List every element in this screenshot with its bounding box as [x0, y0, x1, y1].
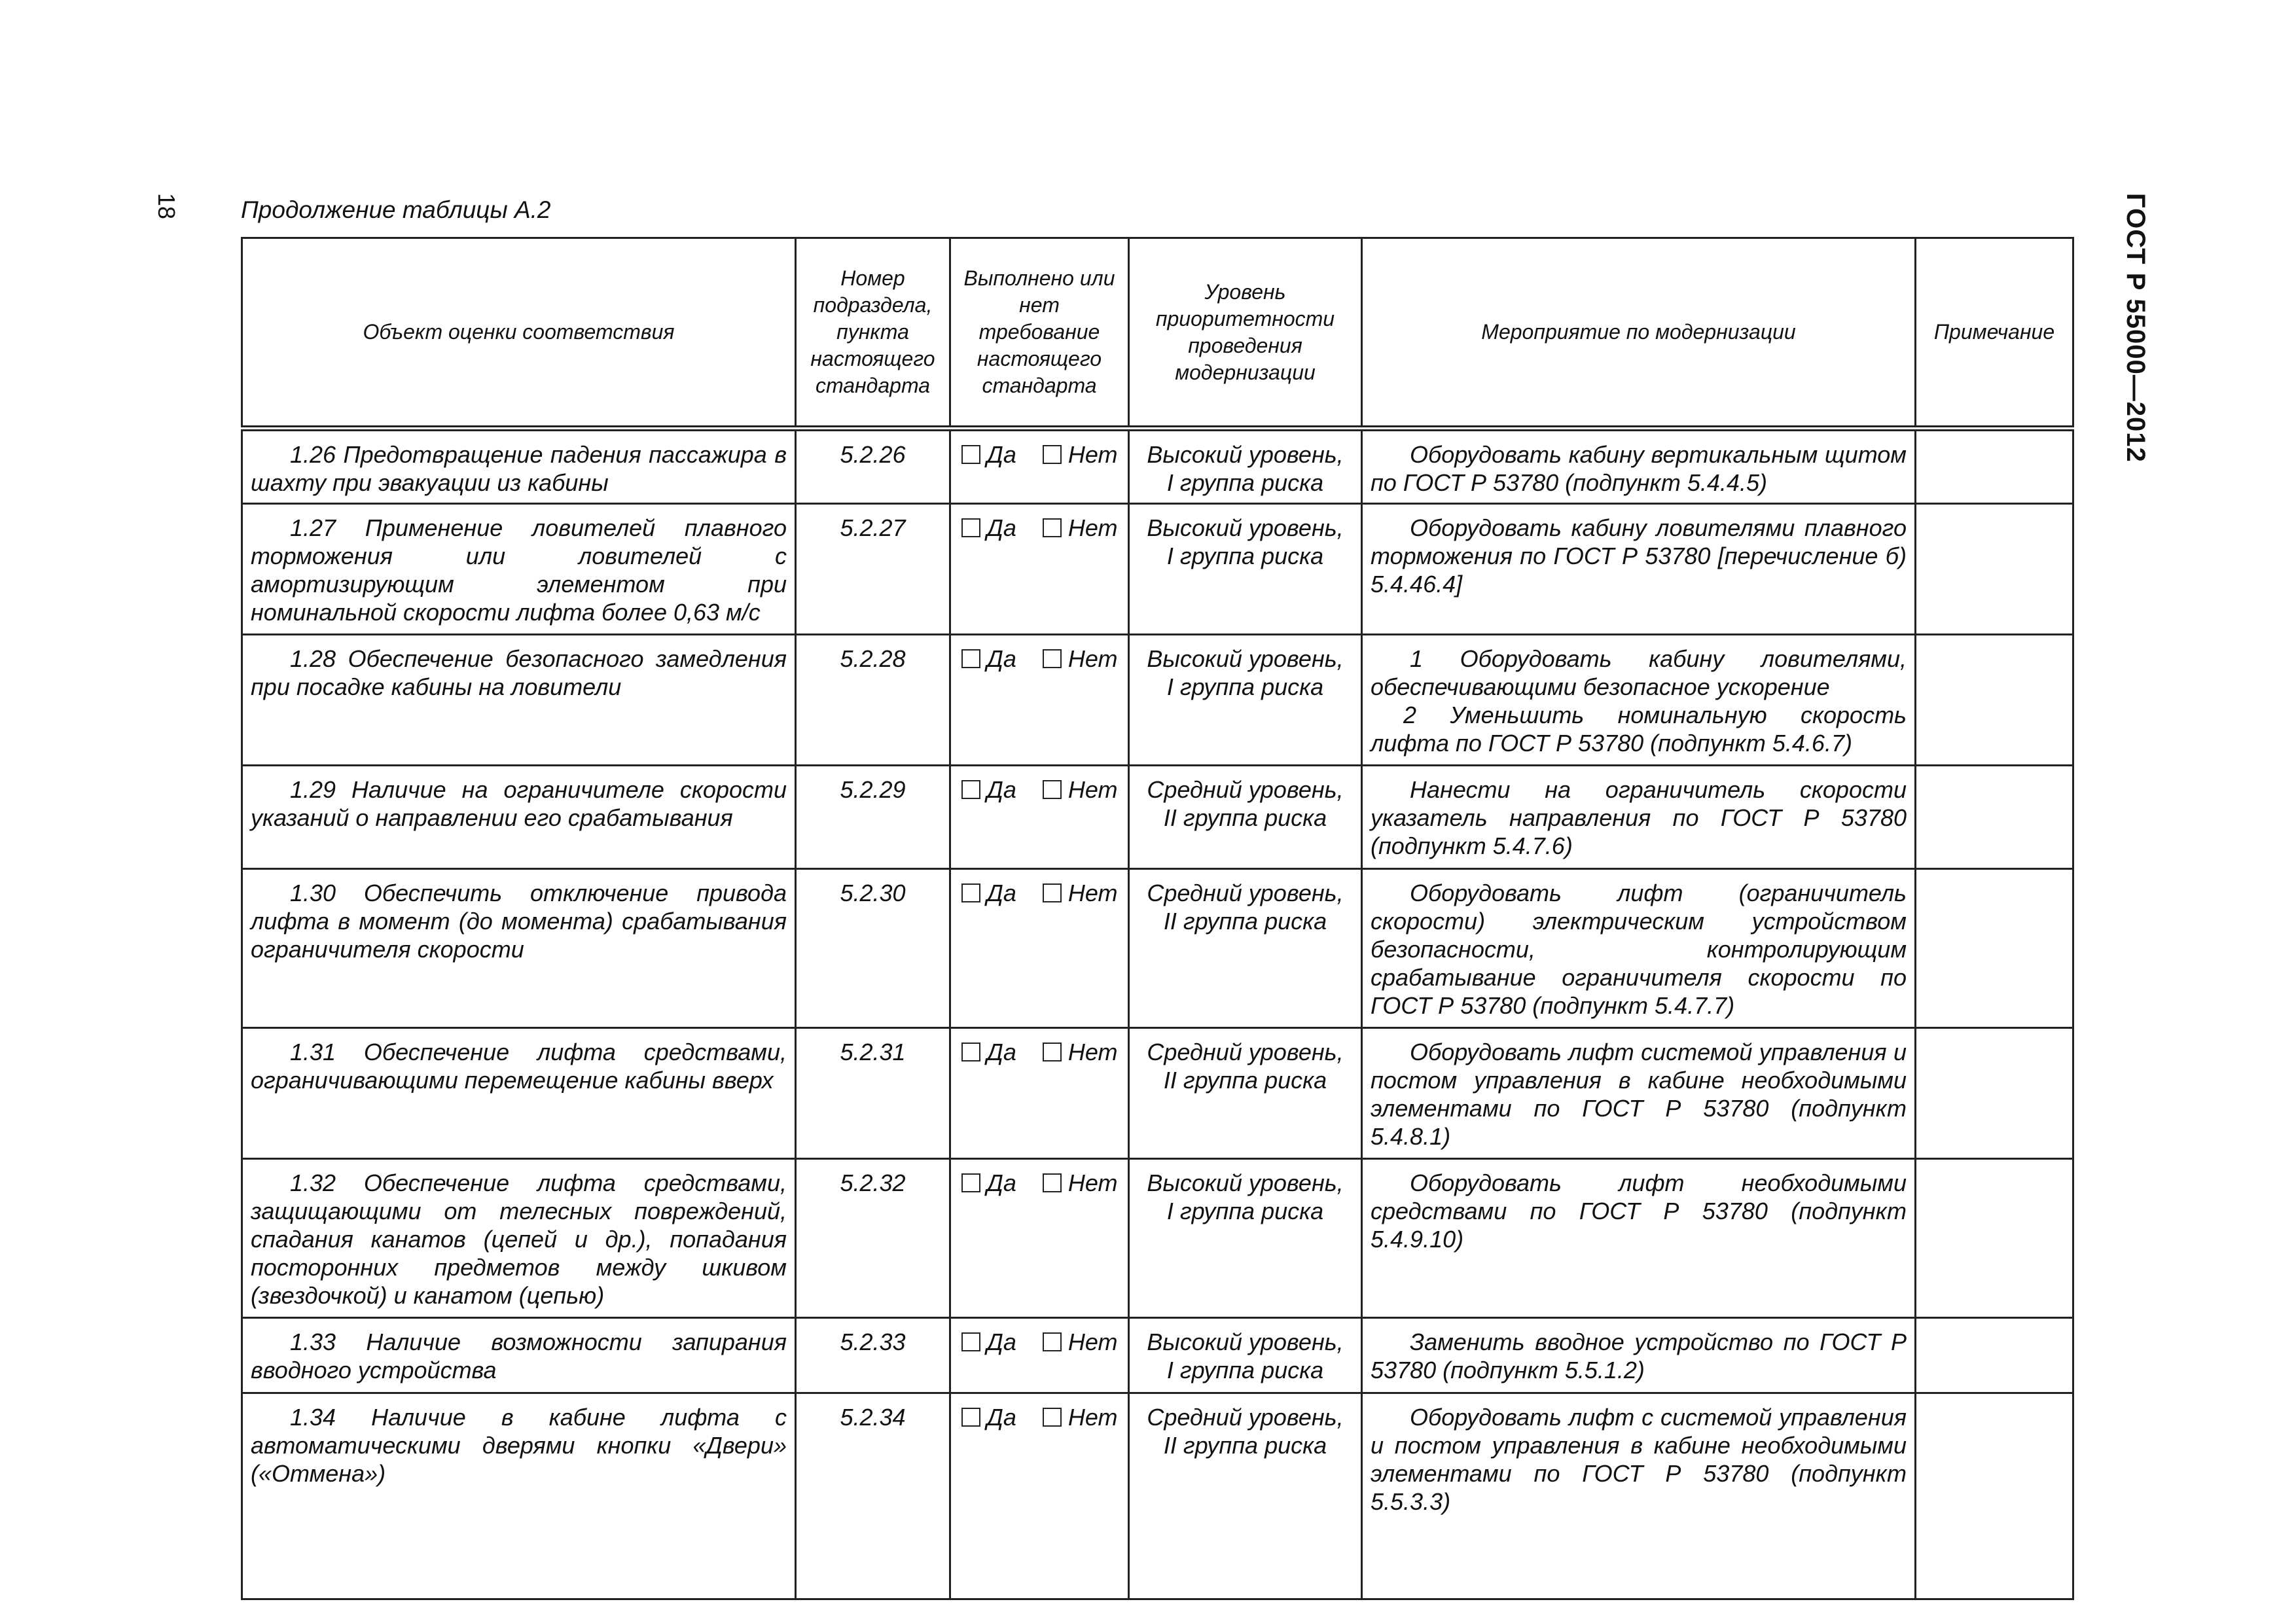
priority-level: Высокий уровень,	[1147, 441, 1344, 468]
object-text: 1.34 Наличие в кабине лифта с автоматическими дверями кнопки «Двери» («Отмена»)	[251, 1404, 787, 1487]
priority-level-cell	[1129, 635, 1362, 766]
yes-label: Да	[986, 514, 1016, 541]
note-cell	[1916, 766, 2073, 869]
no-checkbox[interactable]	[1043, 1173, 1062, 1192]
note-cell	[1916, 869, 2073, 1028]
header-note: Примечание	[1916, 238, 2073, 429]
no-option[interactable]	[1043, 440, 1118, 469]
yes-checkbox[interactable]	[961, 1043, 980, 1061]
yes-label: Да	[986, 1039, 1016, 1065]
yes-label: Да	[986, 441, 1016, 468]
yes-checkbox[interactable]	[961, 1332, 980, 1351]
action-cell	[1362, 1159, 1916, 1318]
clause-number: 5.2.28	[796, 635, 950, 766]
yes-option[interactable]	[961, 1038, 1016, 1066]
table-body	[242, 429, 2073, 1599]
yes-checkbox[interactable]	[961, 780, 980, 799]
risk-group: I группа риска	[1166, 1198, 1324, 1224]
note-cell	[1916, 429, 2073, 504]
header-object: Объект оценки соответствия	[242, 238, 796, 429]
action-text: Оборудовать лифт с системой управления и постом управления в кабине необходимыми элементами по ГОСТ Р 53780 (подпункт 5.5.3.3)	[1371, 1404, 1907, 1515]
object-cell	[242, 869, 796, 1028]
yes-option[interactable]	[961, 440, 1016, 469]
no-option[interactable]	[1043, 514, 1118, 542]
priority-level-cell	[1129, 1393, 1362, 1599]
no-checkbox[interactable]	[1043, 1332, 1062, 1351]
no-label: Нет	[1067, 1169, 1118, 1196]
note-cell	[1916, 1159, 2073, 1318]
table-row	[242, 1318, 2073, 1393]
clause-number: 5.2.34	[796, 1393, 950, 1599]
action-cell	[1362, 1028, 1916, 1159]
priority-level-cell	[1129, 429, 1362, 504]
clause-number: 5.2.33	[796, 1318, 950, 1393]
risk-group: II группа риска	[1163, 1432, 1327, 1459]
header-number: Номер подраздела, пункта настоящего стандарта	[796, 238, 950, 429]
object-text: 1.31 Обеспечение лифта средствами, ограничивающими перемещение кабины вверх	[251, 1039, 787, 1094]
note-cell	[1916, 1028, 2073, 1159]
priority-level-cell	[1129, 869, 1362, 1028]
table-row	[242, 869, 2073, 1028]
yes-no-cell	[950, 504, 1129, 635]
yes-label: Да	[986, 1169, 1016, 1196]
yes-no-cell	[950, 1159, 1129, 1318]
table-row	[242, 1028, 2073, 1159]
object-cell	[242, 1318, 796, 1393]
no-label: Нет	[1067, 645, 1118, 672]
clause-number: 5.2.29	[796, 766, 950, 869]
object-cell	[242, 504, 796, 635]
priority-level-cell	[1129, 1318, 1362, 1393]
clause-number: 5.2.30	[796, 869, 950, 1028]
action-text: Оборудовать лифт системой управления и постом управления в кабине необходимыми элементами по ГОСТ Р 53780 (подпункт 5.4.8.1)	[1371, 1039, 1907, 1150]
priority-level-cell	[1129, 504, 1362, 635]
yes-label: Да	[986, 776, 1016, 803]
risk-group: I группа риска	[1166, 543, 1324, 569]
priority-level: Высокий уровень,	[1147, 645, 1344, 672]
yes-checkbox[interactable]	[961, 445, 980, 464]
yes-no-cell	[950, 766, 1129, 869]
no-option[interactable]	[1043, 1328, 1118, 1356]
no-label: Нет	[1067, 1039, 1118, 1065]
no-checkbox[interactable]	[1043, 1408, 1062, 1427]
document-code: ГОСТ Р 55000—2012	[2121, 193, 2150, 463]
note-cell	[1916, 1318, 2073, 1393]
table-row	[242, 766, 2073, 869]
action-cell	[1362, 1393, 1916, 1599]
risk-group: II группа риска	[1163, 1067, 1327, 1094]
action-text: 1 Оборудовать кабину ловителями, обеспечивающими безопасное ускорение	[1371, 645, 1907, 700]
object-cell	[242, 766, 796, 869]
no-checkbox[interactable]	[1043, 518, 1062, 537]
yes-label: Да	[986, 1329, 1016, 1355]
object-cell	[242, 429, 796, 504]
yes-option[interactable]	[961, 1328, 1016, 1356]
object-cell	[242, 1159, 796, 1318]
priority-level: Средний уровень,	[1147, 1404, 1344, 1431]
priority-level: Высокий уровень,	[1147, 1329, 1344, 1355]
no-label: Нет	[1067, 441, 1118, 468]
no-option[interactable]	[1043, 776, 1118, 804]
no-label: Нет	[1067, 880, 1118, 906]
yes-no-cell	[950, 869, 1129, 1028]
action-cell	[1362, 1318, 1916, 1393]
page-number: 18	[153, 193, 180, 220]
yes-option[interactable]	[961, 1169, 1016, 1197]
table-row	[242, 1159, 2073, 1318]
object-text: 1.26 Предотвращение падения пассажира в шахту при эвакуации из кабины	[251, 441, 787, 496]
yes-option[interactable]	[961, 879, 1016, 907]
risk-group: II группа риска	[1163, 804, 1327, 831]
yes-label: Да	[986, 645, 1016, 672]
no-checkbox[interactable]	[1043, 1043, 1062, 1061]
no-label: Нет	[1067, 514, 1118, 541]
yes-checkbox[interactable]	[961, 1408, 980, 1427]
priority-level: Средний уровень,	[1147, 880, 1344, 906]
object-text: 1.27 Применение ловителей плавного торможения или ловителей с амортизирующим элементом при номинальной скорости лифта более 0,63 м/с	[251, 514, 787, 626]
no-label: Нет	[1067, 776, 1118, 803]
yes-option[interactable]	[961, 1403, 1016, 1431]
note-cell	[1916, 635, 2073, 766]
header-level: Уровень приоритетности проведения модернизации	[1129, 238, 1362, 429]
action-text: Оборудовать лифт необходимыми средствами по ГОСТ Р 53780 (подпункт 5.4.9.10)	[1371, 1169, 1907, 1253]
object-cell	[242, 635, 796, 766]
risk-group: I группа риска	[1166, 673, 1324, 700]
action-text: Оборудовать кабину вертикальным щитом по ГОСТ Р 53780 (подпункт 5.4.4.5)	[1371, 441, 1907, 496]
object-text: 1.29 Наличие на ограничителе скорости указаний о направлении его срабатывания	[251, 776, 787, 831]
yes-label: Да	[986, 1404, 1016, 1431]
table-header-row	[242, 238, 2073, 429]
action-cell	[1362, 635, 1916, 766]
yes-label: Да	[986, 880, 1016, 906]
no-label: Нет	[1067, 1404, 1118, 1431]
table-row	[242, 635, 2073, 766]
action-cell	[1362, 504, 1916, 635]
yes-checkbox[interactable]	[961, 883, 980, 902]
object-cell	[242, 1028, 796, 1159]
priority-level: Средний уровень,	[1147, 1039, 1344, 1065]
risk-group: I группа риска	[1166, 469, 1324, 496]
action-text: Заменить вводное устройство по ГОСТ Р 53780 (подпункт 5.5.1.2)	[1371, 1329, 1907, 1383]
no-checkbox[interactable]	[1043, 883, 1062, 902]
yes-option[interactable]	[961, 776, 1016, 804]
action-text: Нанести на ограничитель скорости указатель направления по ГОСТ Р 53780 (подпункт 5.4.7.6)	[1371, 776, 1907, 859]
priority-level-cell	[1129, 1028, 1362, 1159]
object-text: 1.33 Наличие возможности запирания вводного устройства	[251, 1329, 787, 1383]
priority-level-cell	[1129, 1159, 1362, 1318]
action-cell	[1362, 766, 1916, 869]
table-row	[242, 1393, 2073, 1599]
yes-option[interactable]	[961, 645, 1016, 673]
no-option[interactable]	[1043, 879, 1118, 907]
action-cell	[1362, 429, 1916, 504]
clause-number: 5.2.27	[796, 504, 950, 635]
yes-no-cell	[950, 635, 1129, 766]
yes-no-cell	[950, 1318, 1129, 1393]
risk-group: II группа риска	[1163, 908, 1327, 935]
no-label: Нет	[1067, 1329, 1118, 1355]
note-cell	[1916, 1393, 2073, 1599]
no-checkbox[interactable]	[1043, 649, 1062, 668]
priority-level: Высокий уровень,	[1147, 514, 1344, 541]
object-text: 1.30 Обеспечить отключение привода лифта в момент (до момента) срабатывания ограничителя скорости	[251, 880, 787, 963]
no-checkbox[interactable]	[1043, 445, 1062, 464]
no-option[interactable]	[1043, 1169, 1118, 1197]
note-cell	[1916, 504, 2073, 635]
object-text: 1.28 Обеспечение безопасного замедления при посадке кабины на ловители	[251, 645, 787, 700]
header-done: Выполнено или нет требование настоящего стандарта	[950, 238, 1129, 429]
object-cell	[242, 1393, 796, 1599]
no-option[interactable]	[1043, 645, 1118, 673]
action-text: Оборудовать кабину ловителями плавного торможения по ГОСТ Р 53780 [перечисление б) 5.4.46.4]	[1371, 514, 1907, 597]
priority-level-cell	[1129, 766, 1362, 869]
yes-no-cell	[950, 1393, 1129, 1599]
priority-level: Средний уровень,	[1147, 776, 1344, 803]
yes-no-cell	[950, 1028, 1129, 1159]
clause-number: 5.2.32	[796, 1159, 950, 1318]
header-action: Мероприятие по модернизации	[1362, 238, 1916, 429]
requirements-table	[241, 237, 2074, 1600]
action-text-2: 2 Уменьшить номинальную скорость лифта по ГОСТ Р 53780 (подпункт 5.4.6.7)	[1371, 702, 1907, 757]
table-row	[242, 504, 2073, 635]
no-checkbox[interactable]	[1043, 780, 1062, 799]
clause-number: 5.2.26	[796, 429, 950, 504]
clause-number: 5.2.31	[796, 1028, 950, 1159]
yes-checkbox[interactable]	[961, 649, 980, 668]
no-option[interactable]	[1043, 1038, 1118, 1066]
action-cell	[1362, 869, 1916, 1028]
action-text: Оборудовать лифт (ограничитель скорости) электрическим устройством безопасности, контролирующим срабатывание ограничителя скорости по ГОСТ Р 53780 (подпункт 5.4.7.7)	[1371, 880, 1907, 1019]
yes-checkbox[interactable]	[961, 1173, 980, 1192]
yes-no-cell	[950, 429, 1129, 504]
table-caption: Продолжение таблицы А.2	[241, 196, 551, 223]
table-row	[242, 429, 2073, 504]
object-text: 1.32 Обеспечение лифта средствами, защищающими от телесных повреждений, спадания канатов (цепей и др.), попадания посторонних предметов между шкивом (звездочкой) и канатом (цепью)	[251, 1169, 787, 1309]
yes-checkbox[interactable]	[961, 518, 980, 537]
yes-option[interactable]	[961, 514, 1016, 542]
no-option[interactable]	[1043, 1403, 1118, 1431]
priority-level: Высокий уровень,	[1147, 1169, 1344, 1196]
risk-group: I группа риска	[1166, 1357, 1324, 1383]
